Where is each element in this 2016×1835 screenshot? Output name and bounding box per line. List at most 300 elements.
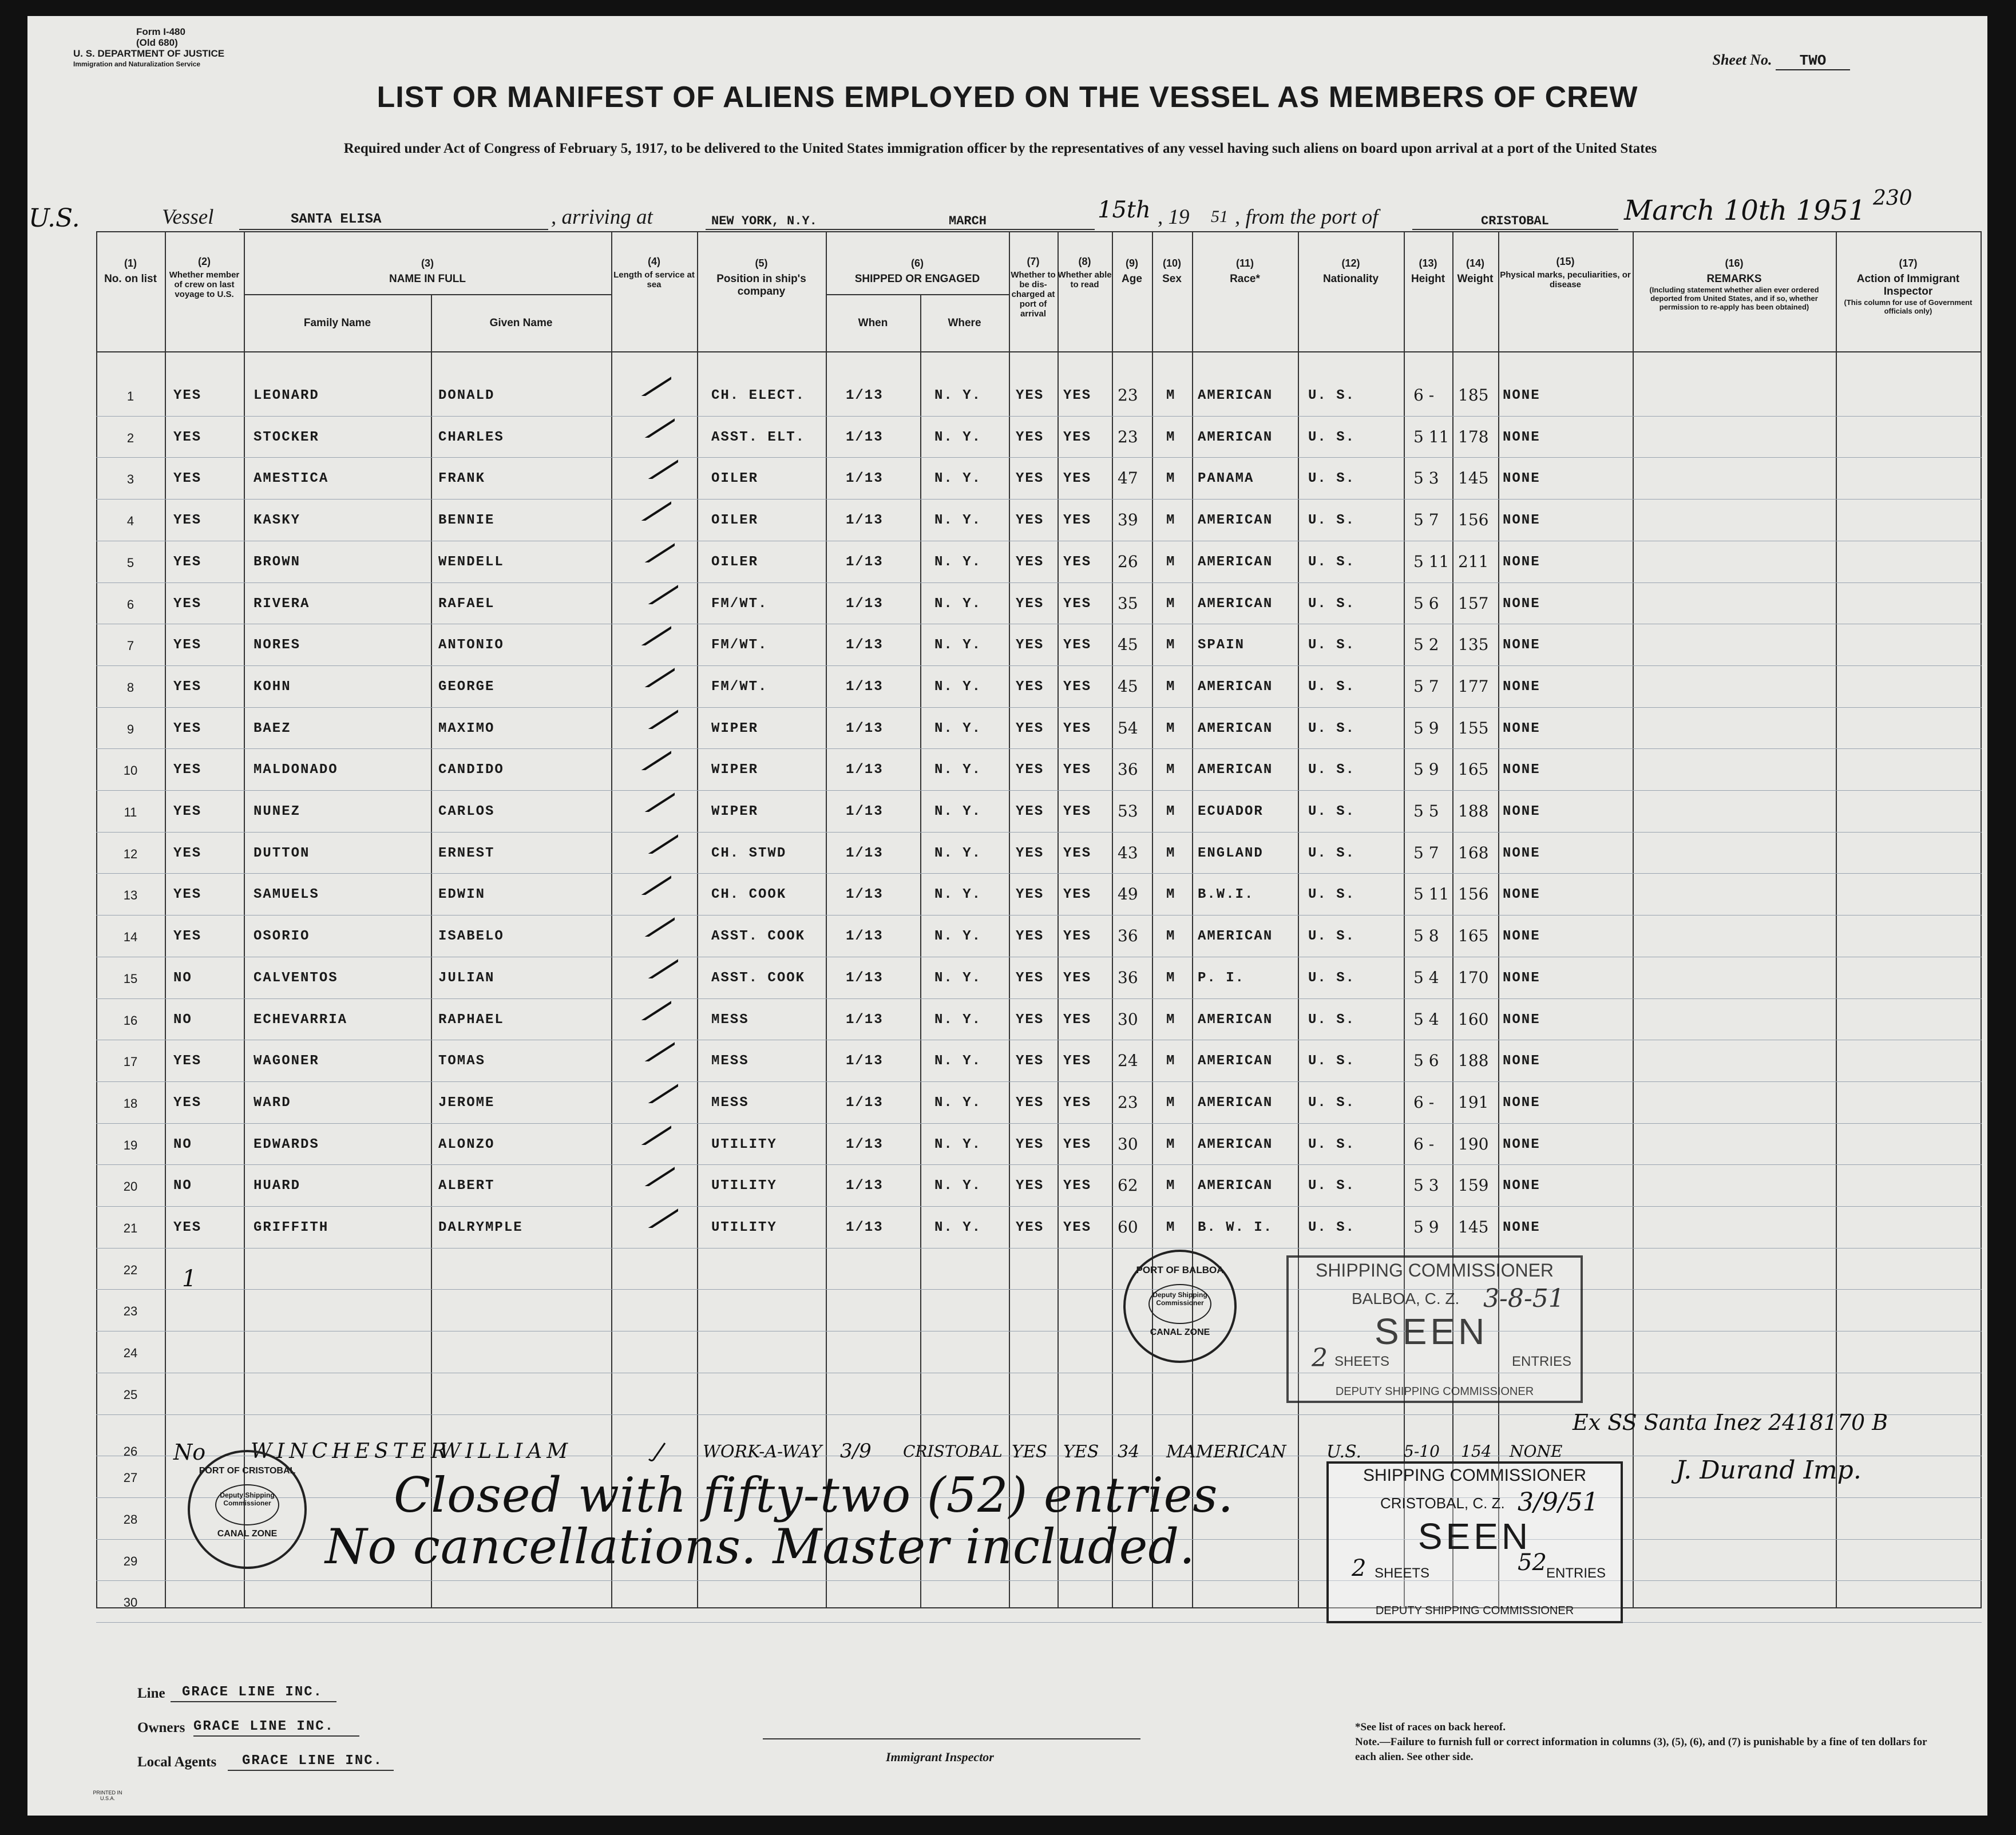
cell-height: 5 11 [1413,427,1449,446]
cell-weight: 191 [1458,1093,1489,1112]
row-number: 20 [123,1179,138,1194]
footer-owners-value: GRACE LINE INC. [193,1719,335,1734]
footer-line-label: Line [137,1686,165,1701]
vessel-name: SANTA ELISA [291,212,382,227]
cell-read: YES [1063,388,1092,403]
cell-when: 1/13 [846,637,884,653]
cell-read: YES [1063,887,1092,902]
header-race: (11) Race* [1230,257,1260,285]
cell-age: 23 [1118,1093,1138,1112]
cell-age: 36 [1118,760,1138,779]
cell-discharged: YES [1016,1137,1044,1152]
cell-age: 23 [1118,427,1138,446]
row-number: 7 [126,639,134,653]
cell-race: AMERICAN [1198,554,1273,570]
row26-given: WILLIAM [439,1440,573,1463]
cell-discharged: YES [1016,762,1044,778]
header-position: (5) Position in ship's company [716,257,806,298]
page-title: LIST OR MANIFEST OF ALIENS EMPLOYED ON THE VESSEL AS MEMBERS OF CREW [377,81,1638,114]
cell-discharged: YES [1016,554,1044,570]
row-number: 17 [123,1055,138,1069]
cell-sex: M [1166,471,1176,486]
cell-discharged: YES [1016,1095,1044,1111]
service-checkmark-icon [629,415,675,438]
row26-height: 5-10 [1404,1442,1440,1461]
cell-read: YES [1063,804,1092,819]
cell-prev: YES [173,721,202,736]
cell-family: KASKY [254,513,301,528]
cell-marks: NONE [1503,471,1540,486]
stamp-cristobal [1326,1461,1623,1623]
row-rule [96,1206,1982,1207]
cell-discharged: YES [1016,1178,1044,1194]
row-number: 18 [123,1096,138,1111]
cell-family: CALVENTOS [254,970,338,986]
cell-discharged: YES [1016,679,1044,695]
cell-marks: NONE [1503,1137,1540,1152]
seal-bottom-text: CANAL ZONE [217,1529,278,1539]
row26-prev: No [173,1440,206,1465]
header-sex: (10) Sex [1162,257,1182,285]
cell-position: CH. COOK [711,887,787,902]
table-row [96,1135,1982,1158]
header-discharged: (7) Whether to be dis-charged at port of arrival [1011,256,1056,319]
cell-age: 45 [1118,677,1138,696]
row-number: 30 [123,1595,138,1610]
stamp-title: SHIPPING COMMISSIONER [1363,1466,1587,1485]
cell-position: UTILITY [711,1137,777,1152]
cell-family: KOHN [254,679,291,695]
service-checkmark-icon [629,914,675,937]
cell-sex: M [1166,513,1176,528]
cell-nationality: U. S. [1308,513,1356,528]
cell-weight: 160 [1458,1010,1489,1029]
sheet-number-label: Sheet No. [1712,51,1772,68]
service-checkmark-icon [625,623,671,645]
table-row [96,926,1982,949]
remarks-note: Ex SS Santa Inez 2418170 B [1573,1410,1888,1435]
cell-when: 1/13 [846,596,884,612]
cell-given: DONALD [438,388,495,403]
seal-inner-text: Deputy Shipping Commissioner [1148,1284,1211,1324]
cell-discharged: YES [1016,513,1044,528]
cell-sex: M [1166,1220,1176,1235]
row-number: 27 [123,1471,138,1485]
cell-nationality: U. S. [1308,1178,1356,1194]
cell-position: WIPER [711,804,759,819]
cell-nationality: U. S. [1308,804,1356,819]
seal-top-text: PORT OF CRISTOBAL [199,1466,296,1476]
service-checkmark-icon [632,1080,678,1103]
footer-note-fine: Note.—Failure to furnish full or correct information in columns (3), (5), (6), and (7) is punishable by a fine of ten dollars for each alien. See other side. [1355,1736,1927,1763]
stamp-sheets-count: 2 [1352,1555,1367,1582]
cell-read: YES [1063,513,1092,528]
service-checkmark-icon [629,1039,675,1061]
cell-where: N. Y. [934,596,982,612]
header-shipped-or-engaged: (6) SHIPPED OR ENGAGED [854,257,980,285]
cell-sex: M [1166,1178,1176,1194]
row-number: 2 [126,431,134,445]
table-row [96,1218,1982,1240]
header-where: Where [948,317,981,329]
cell-given: ISABELO [438,929,504,944]
port-underline [706,229,1095,230]
header-family-name: Family Name [303,317,371,329]
cell-read: YES [1063,554,1092,570]
table-bottom-border [96,1607,1982,1608]
cell-weight: 177 [1458,677,1489,696]
cell-marks: NONE [1503,513,1540,528]
row-number: 5 [126,556,134,570]
corner-number: 230 [1873,187,1912,210]
cell-marks: NONE [1503,1012,1540,1028]
cell-position: OILER [711,513,759,528]
cell-race: AMERICAN [1198,1053,1273,1069]
cell-nationality: U. S. [1308,1220,1356,1235]
cell-marks: NONE [1503,887,1540,902]
stamp-footer: DEPUTY SHIPPING COMMISSIONER [1375,1604,1574,1617]
row-number: 1 [126,389,134,403]
cell-discharged: YES [1016,846,1044,861]
form-number: Form I-480 [136,26,185,37]
cell-weight: 156 [1458,885,1489,903]
stamp-entries-count: 52 [1518,1549,1547,1576]
cell-marks: NONE [1503,554,1540,570]
cell-family: HUARD [254,1178,301,1194]
cell-sex: M [1166,887,1176,902]
shipped-subheader-rule [826,294,1009,295]
cell-age: 47 [1118,469,1138,488]
cell-marks: NONE [1503,679,1540,695]
cell-where: N. Y. [934,513,982,528]
table-row [96,719,1982,742]
cell-given: MAXIMO [438,721,495,736]
row-number: 14 [123,930,138,944]
cell-position: MESS [711,1012,749,1028]
cell-race: B.W.I. [1198,887,1254,902]
cell-prev: NO [173,1137,192,1152]
header-age: (9) Age [1122,257,1142,285]
cell-race: SPAIN [1198,637,1245,653]
cell-weight: 155 [1458,719,1489,738]
footer-line-underline [171,1701,336,1702]
form-service: Immigration and Naturalization Service [73,60,201,68]
row-rule [96,582,1982,583]
cell-nationality: U. S. [1308,929,1356,944]
cell-weight: 165 [1458,760,1489,779]
margin-note: U.S. [29,204,80,233]
row-rule [96,1580,1982,1581]
service-checkmark-icon [629,1163,675,1186]
printer-mark: PRINTED IN U.S.A. [93,1790,122,1801]
cell-weight: 168 [1458,843,1489,862]
cell-race: AMERICAN [1198,1137,1273,1152]
cell-family: OSORIO [254,929,310,944]
header-height: (13) Height [1411,257,1445,285]
service-checkmark-icon [632,1205,678,1228]
cell-nationality: U. S. [1308,637,1356,653]
cell-race: AMERICAN [1198,596,1273,612]
cell-prev: YES [173,637,202,653]
cell-age: 54 [1118,719,1138,738]
vessel-underline [239,229,548,230]
row-number: 25 [123,1388,138,1402]
cell-age: 23 [1118,386,1138,405]
row26-service-tick [645,1441,668,1464]
cell-family: ECHEVARRIA [254,1012,348,1028]
cell-marks: NONE [1503,1095,1540,1111]
row-number: 28 [123,1512,138,1527]
cell-age: 35 [1118,594,1138,613]
cell-race: AMERICAN [1198,929,1273,944]
cell-height: 5 6 [1413,1051,1439,1070]
cell-sex: M [1166,388,1176,403]
cell-given: CARLOS [438,804,495,819]
cell-age: 43 [1118,843,1138,862]
cell-given: ALONZO [438,1137,495,1152]
cell-sex: M [1166,804,1176,819]
cell-nationality: U. S. [1308,887,1356,902]
cell-marks: NONE [1503,721,1540,736]
cell-where: N. Y. [934,762,982,778]
cell-position: WIPER [711,721,759,736]
row-rule [96,416,1982,417]
cell-where: N. Y. [934,679,982,695]
row-rule [96,748,1982,749]
cell-read: YES [1063,721,1092,736]
cell-sex: M [1166,554,1176,570]
arrival-month: MARCH [949,214,987,228]
row26-position: WORK-A-WAY [703,1442,822,1462]
cell-marks: NONE [1503,762,1540,778]
table-row [96,469,1982,492]
header-weight: (14) Weight [1457,257,1494,285]
cell-race: AMERICAN [1198,430,1273,445]
row26-marks: NONE [1510,1442,1563,1461]
cell-weight: 145 [1458,1218,1489,1236]
row-number: 24 [123,1346,138,1360]
cell-read: YES [1063,1178,1092,1194]
cell-position: MESS [711,1095,749,1111]
row-rule [96,790,1982,791]
cell-prev: YES [173,929,202,944]
cell-nationality: U. S. [1308,721,1356,736]
service-checkmark-icon [625,872,671,895]
year-suffix: 51 [1211,207,1228,226]
cell-when: 1/13 [846,762,884,778]
row-rule [96,1248,1982,1249]
cell-read: YES [1063,637,1092,653]
cell-where: N. Y. [934,721,982,736]
cell-marks: NONE [1503,804,1540,819]
cell-race: AMERICAN [1198,388,1273,403]
form-department: U. S. DEPARTMENT OF JUSTICE [73,48,225,59]
cell-height: 6 - [1413,1135,1435,1154]
row-rule [96,998,1982,999]
footer-owners-label: Owners [137,1720,185,1735]
seal-port-of-balboa [1123,1250,1237,1363]
cell-position: ASST. COOK [711,929,806,944]
cell-prev: YES [173,513,202,528]
service-checkmark-icon [632,956,678,978]
cell-height: 5 3 [1413,1176,1439,1195]
cell-position: MESS [711,1053,749,1069]
cell-nationality: U. S. [1308,970,1356,986]
cell-family: DUTTON [254,846,310,861]
row-rule [96,1123,1982,1124]
header-length-of-service: (4) Length of service at sea [613,256,695,290]
cell-read: YES [1063,596,1092,612]
cell-family: WARD [254,1095,291,1111]
row-rule [96,665,1982,666]
footer-agents-value: GRACE LINE INC. [242,1753,383,1769]
cell-sex: M [1166,721,1176,736]
crew-table [96,231,1982,1617]
row-number: 15 [123,972,138,986]
row26-read: YES [1063,1442,1099,1462]
table-row [96,802,1982,825]
cell-where: N. Y. [934,804,982,819]
table-row [96,427,1982,450]
cell-when: 1/13 [846,679,884,695]
row22-mark: 1 [182,1266,197,1292]
row-number: 29 [123,1554,138,1568]
cell-sex: M [1166,637,1176,653]
cell-where: N. Y. [934,1137,982,1152]
manifest-footer [93,1618,1982,1816]
footer-owners-underline [193,1735,359,1737]
cell-prev: NO [173,970,192,986]
seal-port-of-cristobal [188,1450,307,1569]
page-subtitle: Required under Act of Congress of February 5, 1917, to be delivered to the United States immigration officer by the representatives of any vessel having such aliens on board upon arrival at a port of the United States [343,141,1657,156]
cell-nationality: U. S. [1308,1137,1356,1152]
arrival-day: 15th [1098,197,1151,223]
table-row [96,843,1982,866]
cell-read: YES [1063,1137,1092,1152]
cell-height: 5 11 [1413,552,1449,571]
header-physical-marks: (15) Physical marks, peculiarities, or disease [1500,256,1631,290]
seal-bottom-text: CANAL ZONE [1150,1327,1210,1337]
cell-prev: YES [173,804,202,819]
cell-race: AMERICAN [1198,679,1273,695]
cell-marks: NONE [1503,637,1540,653]
row-number: 9 [126,722,134,736]
row26-nationality: U.S. [1326,1442,1362,1462]
table-row [96,1010,1982,1033]
cell-prev: YES [173,430,202,445]
cell-where: N. Y. [934,887,982,902]
cell-where: N. Y. [934,929,982,944]
cell-sex: M [1166,1053,1176,1069]
cell-given: EDWIN [438,887,486,902]
header-given-name: Given Name [489,317,553,329]
cell-given: JULIAN [438,970,495,986]
cell-discharged: YES [1016,721,1044,736]
service-checkmark-icon [629,664,675,687]
arriving-label: , arriving at [551,205,653,229]
cell-nationality: U. S. [1308,1053,1356,1069]
cell-given: GEORGE [438,679,495,695]
table-row [96,1051,1982,1074]
stamp-entries-label: ENTRIES [1546,1566,1606,1581]
cell-family: BROWN [254,554,301,570]
cell-given: ERNEST [438,846,495,861]
row26-age: 34 [1118,1442,1140,1462]
stamp-date: 3/9/51 [1518,1488,1599,1517]
inspector-signature-line [763,1738,1140,1739]
from-label: , from the port of [1235,205,1379,229]
handwritten-date: March 10th 1951 [1624,195,1866,227]
cell-when: 1/13 [846,1012,884,1028]
table-top-border [96,231,1982,232]
cell-height: 5 7 [1413,677,1439,696]
table-row [96,594,1982,617]
cell-when: 1/13 [846,1053,884,1069]
cell-height: 5 2 [1413,635,1439,654]
row-rule [96,1164,1982,1165]
cell-when: 1/13 [846,846,884,861]
cell-where: N. Y. [934,1178,982,1194]
table-row [96,1093,1982,1116]
header-able-to-read: (8) Whether able to read [1057,256,1112,290]
header-when: When [858,317,888,329]
cell-read: YES [1063,970,1092,986]
cell-nationality: U. S. [1308,554,1356,570]
cell-given: BENNIE [438,513,495,528]
cell-marks: NONE [1503,970,1540,986]
cell-when: 1/13 [846,970,884,986]
stamp-entries-label: ENTRIES [1512,1354,1572,1369]
cell-sex: M [1166,846,1176,861]
cell-race: ECUADOR [1198,804,1264,819]
stamp-title: SHIPPING COMMISSIONER [1315,1260,1554,1281]
cell-prev: YES [173,1053,202,1069]
cell-prev: YES [173,679,202,695]
cell-family: STOCKER [254,430,319,445]
cell-sex: M [1166,929,1176,944]
cell-read: YES [1063,430,1092,445]
cell-sex: M [1166,762,1176,778]
stamp-footer: DEPUTY SHIPPING COMMISSIONER [1335,1385,1534,1398]
service-checkmark-icon [625,997,671,1020]
cell-age: 60 [1118,1218,1138,1236]
cell-prev: YES [173,596,202,612]
cell-discharged: YES [1016,1012,1044,1028]
table-row [96,677,1982,700]
cell-marks: NONE [1503,388,1540,403]
cell-family: GRIFFITH [254,1220,329,1235]
cell-given: TOMAS [438,1053,486,1069]
cell-discharged: YES [1016,1053,1044,1069]
form-identifier [73,26,224,70]
year-prefix: , 19 [1158,205,1190,229]
closing-note-line2: No cancellations. Master included. [325,1519,1195,1575]
cell-given: RAFAEL [438,596,495,612]
row-rule [96,832,1982,833]
cell-position: CH. ELECT. [711,388,806,403]
cell-read: YES [1063,1220,1092,1235]
cell-discharged: YES [1016,471,1044,486]
footer-notes [1355,1720,1927,1765]
cell-family: MALDONADO [254,762,338,778]
row26-discharged: YES [1012,1442,1048,1462]
cell-family: AMESTICA [254,471,329,486]
cell-sex: M [1166,970,1176,986]
row-number: 6 [126,597,134,612]
table-row [96,968,1982,991]
cell-height: 5 7 [1413,510,1439,529]
cell-given: DALRYMPLE [438,1220,523,1235]
